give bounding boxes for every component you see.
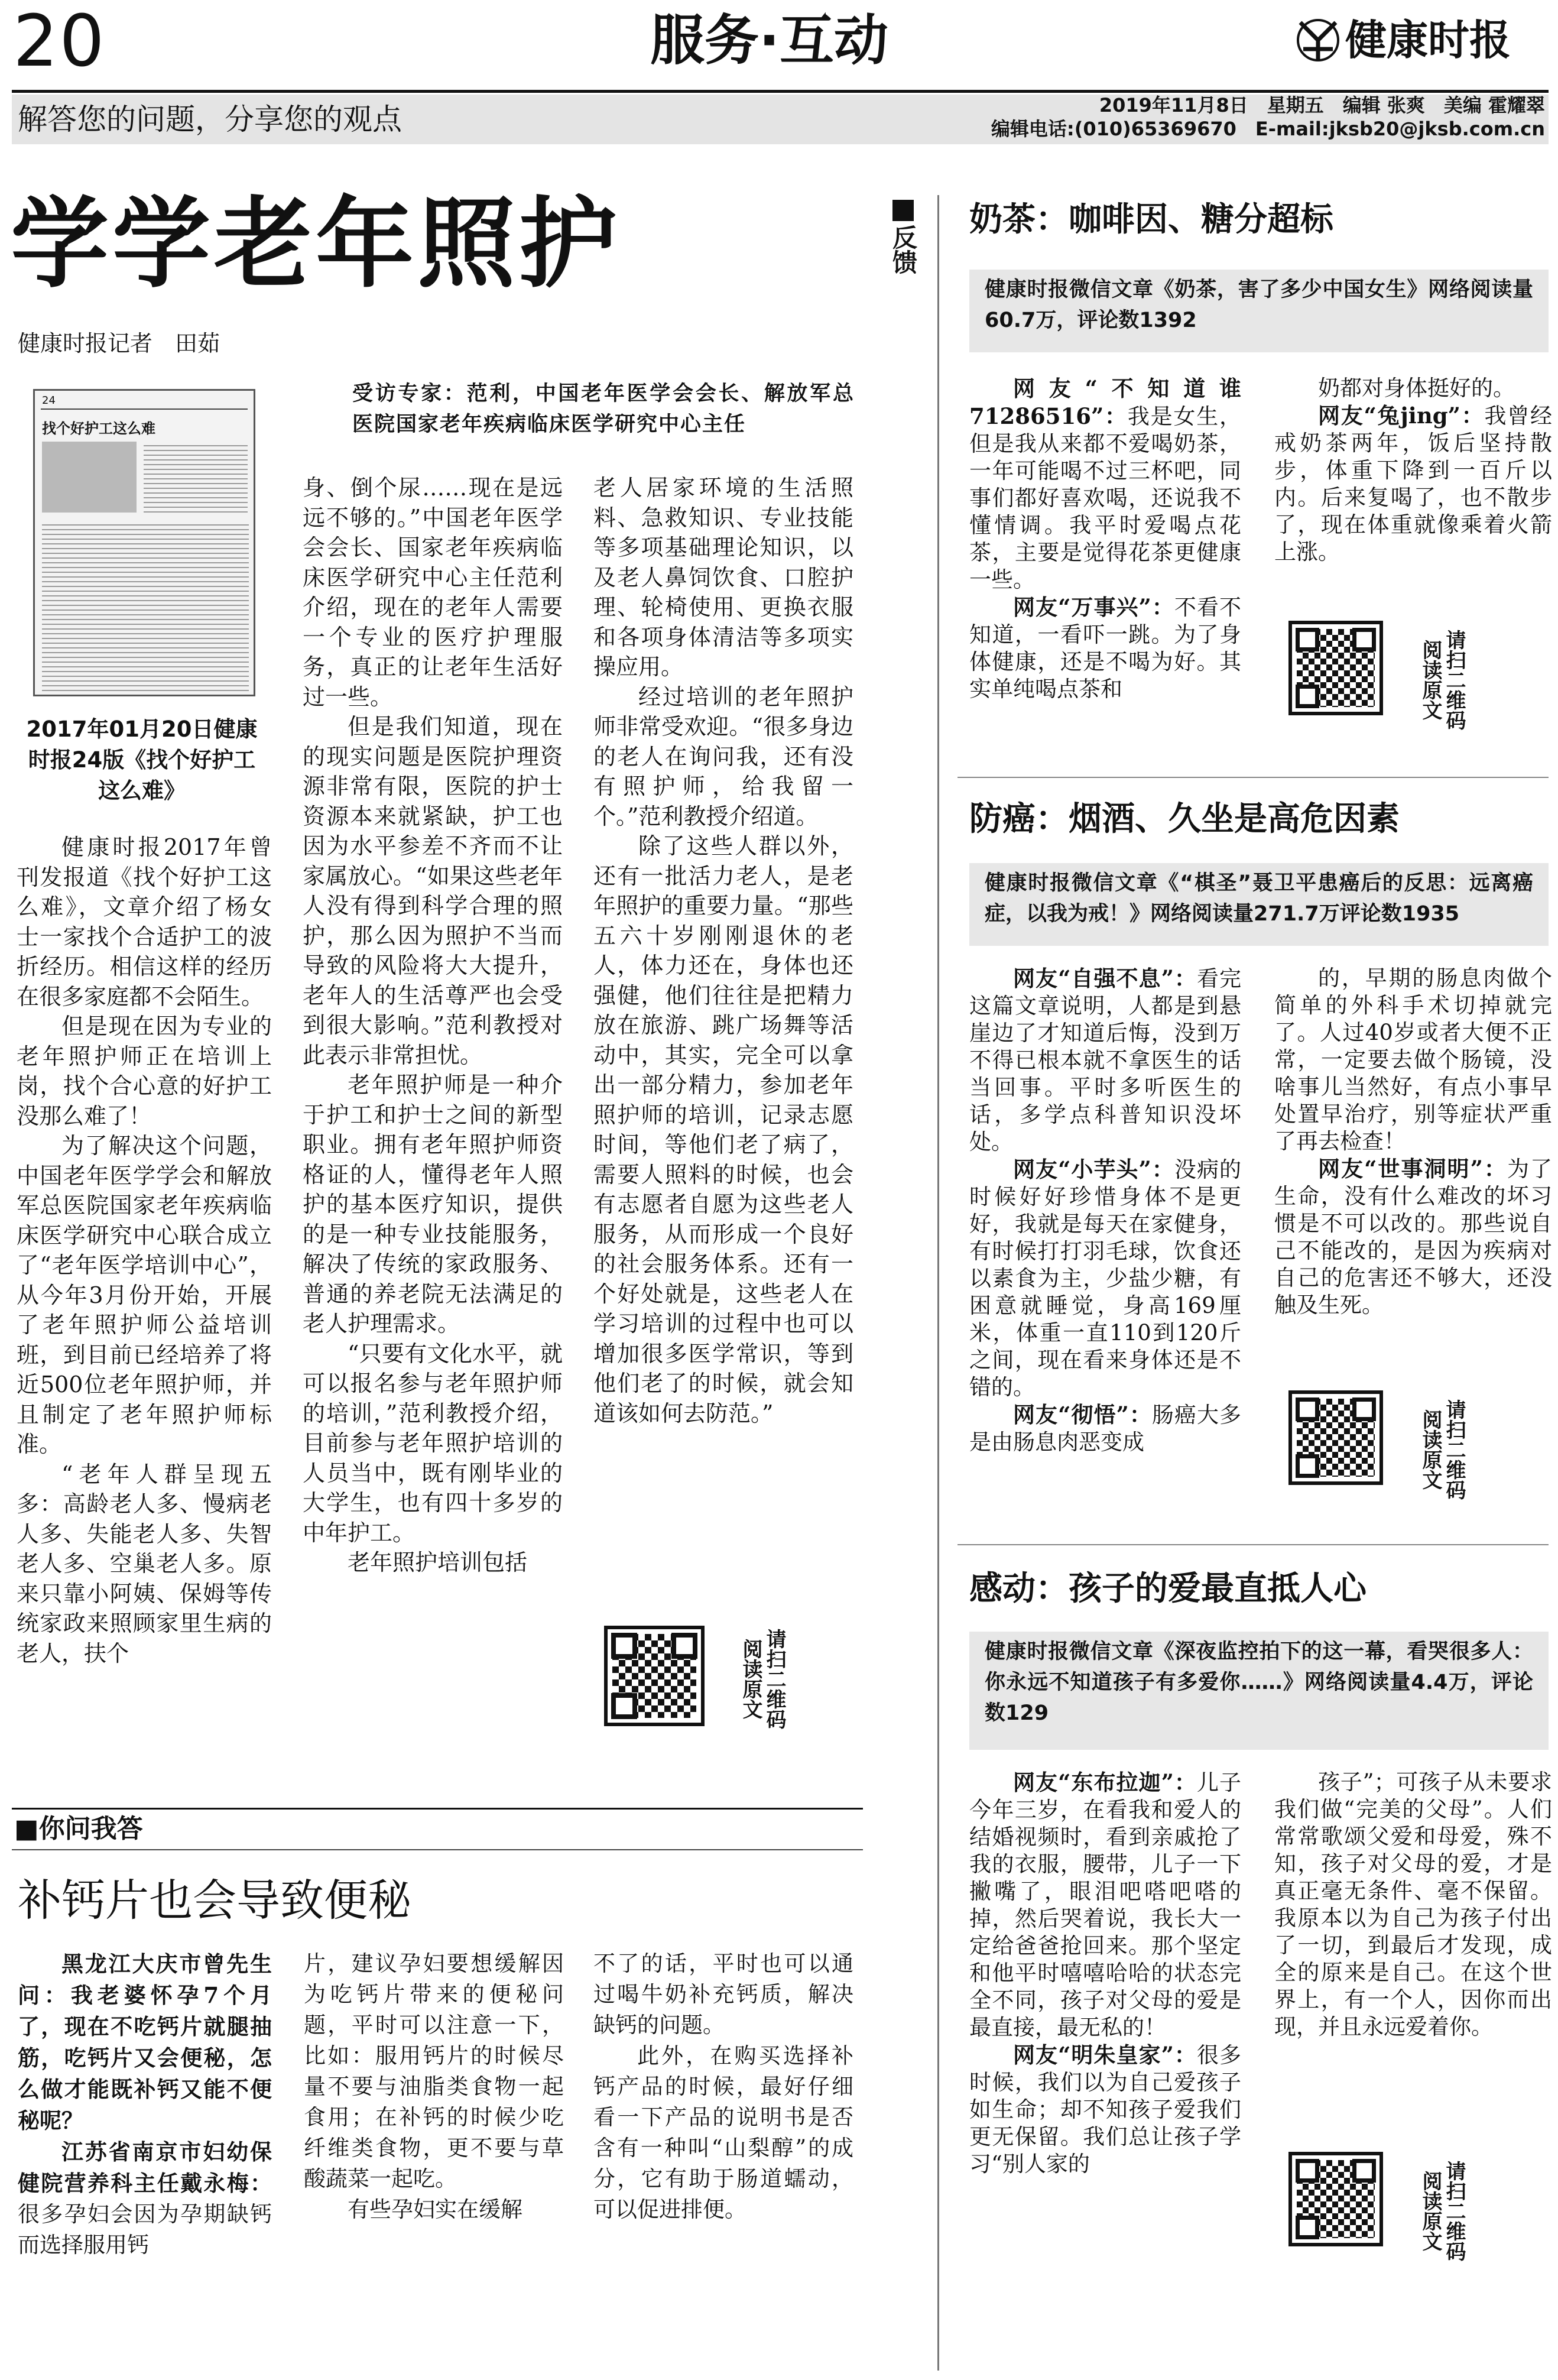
feedback-3-title: 感动：孩子的爱最直抵人心	[969, 1570, 1367, 1608]
qa-section-tag: ■你问我答	[14, 1814, 143, 1844]
comment-text: 为了生命，没有什么难改的坏习惯是不可以改的。那些说自己不能改的，是因为疾病对自己的危害还不够大，还没触及生死。	[1274, 1156, 1552, 1318]
article-col-3	[593, 473, 853, 1584]
feedback-2-source: 健康时报微信文章《“棋圣”聂卫平患癌后的反思：远离癌症，以我为戒！》网络阅读量271.7万评论数1935	[969, 863, 1549, 946]
qr-code-feedback-2[interactable]	[1288, 1390, 1383, 1485]
qr-code-main[interactable]	[604, 1626, 705, 1726]
feedback-divider	[937, 195, 939, 2371]
qr-code-feedback-3[interactable]	[1288, 2152, 1383, 2246]
feedback-3-source: 健康时报微信文章《深夜监控拍下的这一幕，看哭很多人：你永远不知道孩子有多爱你……》网络阅读量4.4万，评论数129	[969, 1632, 1549, 1750]
commenter: 网友“万事兴”：	[1013, 594, 1174, 620]
qr-label-main: 请扫二维码阅读原文	[739, 1629, 786, 1729]
comment-text: 儿子今年三岁，在看我和爱人的结婚视频时，看到亲戚抢了我的衣服，腰带，儿子一下撇嘴了，眼泪吧嗒吧嗒的掉，然后哭着说，我长大一定给爸爸抢回来。那个坚定和他平时嘻嘻哈哈的状态完全不同，孩子对父母的爱是最直接，最无私的！	[969, 1770, 1241, 2040]
comment-text: 孩子”；可孩子从未要求我们做“完美的父母”。人们常常歌颂父爱和母爱，殊不知，孩子对父母的爱，才是真正毫无条件、毫不保留。我原本以为自己为孩子付出了一切，到最后才发现，成全的原来是自己。在这个世界上，有一个人，因你而出现，并且永远爱着你。	[1274, 1769, 1552, 2039]
issue-meta: 2019年11月8日 星期五 编辑 张爽 美编 霍耀翠	[1099, 94, 1545, 116]
comment	[969, 1156, 1241, 1401]
paragraph: 不了的话，平时也可以通过喝牛奶补充钙质，解决缺钙的问题。	[593, 1951, 853, 2038]
section-title: 服务·互动	[650, 9, 888, 72]
commenter: 网友“东布拉迦”：	[1013, 1769, 1197, 1795]
page-number: 20	[13, 1, 106, 83]
comment-text: 我是女生，但是我从来都不爱喝奶茶，一年可能喝不过三杯吧，同事们都好喜欢喝，还说我不懂情调。我平时爱喝点花茶，主要是觉得花茶更健康一些。	[969, 404, 1241, 592]
feedback-2-title: 防癌：烟酒、久坐是高危因素	[969, 800, 1400, 838]
qa-top-rule	[12, 1808, 863, 1810]
comment-text: 肠癌大多是由肠息肉恶变成	[969, 1402, 1241, 1455]
feedback-tag-square	[892, 200, 914, 221]
logo-emblem-icon	[1294, 17, 1342, 64]
feedback-1-right	[1274, 375, 1552, 611]
paragraph: 健康时报2017年曾刊发报道《找个好护工这么难》，文章介绍了杨女士一家找个合适护工的波折经历。相信这样的经历在很多家庭都不会陌生。	[17, 834, 272, 1010]
qr-finder	[1352, 2159, 1376, 2183]
qr-finder	[1296, 1454, 1319, 1478]
comment	[969, 1769, 1241, 2041]
commenter: 网友“不知道谁71286516”：	[969, 375, 1241, 429]
qa-col-1	[18, 1948, 272, 2362]
paragraph: 老年照护师是一种介于护工和护士之间的新型职业。拥有老年照护师资格证的人，懂得老年人照护的基本医疗知识，提供的是一种专业技能服务，解决了传统的家政服务、普通的养老院无法满足的老人护理需求。	[303, 1072, 563, 1337]
comment-text: 不看不知道，一看吓一跳。为了身体健康，还是不喝为好。其实单纯喝点茶和	[969, 595, 1241, 702]
commenter: 网友“小芋头”：	[1013, 1156, 1174, 1182]
qr-finder	[1296, 2216, 1319, 2239]
paragraph: 除了这些人群以外，还有一批活力老人，是老年照护的重要力量。“那些五六十岁刚刚退休的老人，体力还在，身体也还强健，他们往往是把精力放在旅游、跳广场舞等活动中，其实，完全可以拿出一部分精力，参加老年照护师的培训，记录志愿时间，等他们老了病了，需要人照料的时候，也会有志愿者自愿为这些老人服务，从而形成一个良好的社会服务体系。还有一个好处就是，这些老人在学习培训的过程中也可以增加很多医学常识，等到他们老了的时候，就会知道该如何去防范。”	[593, 833, 853, 1426]
paragraph: “只要有文化水平，就可以报名参与老年照护师的培训，”范利教授介绍，目前参与老年照护培训的人员当中，既有刚毕业的大学生，也有四十多岁的中年护工。	[303, 1340, 563, 1546]
thumb-text-lines-top	[144, 442, 248, 515]
qr-label-feedback-1: 请扫二维码阅读原文	[1419, 630, 1466, 730]
feedback-2-left	[969, 965, 1241, 1532]
commenter: 网友“自强不息”：	[1013, 965, 1197, 991]
feedback-2-bottom-rule	[957, 1544, 1549, 1545]
article-col-2	[303, 473, 563, 1773]
comment	[969, 965, 1241, 1156]
qa-expert: 江苏省南京市妇幼保健院营养科主任戴永梅：	[18, 2139, 272, 2196]
logo-text: 健康时报	[1345, 15, 1511, 64]
comment	[1274, 965, 1552, 1155]
feedback-1-title: 奶茶：咖啡因、糖分超标	[969, 200, 1333, 239]
paragraph: 有些孕妇实在缓解	[348, 2197, 522, 2222]
qr-finder	[611, 1633, 637, 1659]
qr-finder	[611, 1693, 637, 1719]
feedback-1-source: 健康时报微信文章《奶茶，害了多少中国女生》网络阅读量60.7万，评论数1392	[969, 270, 1549, 352]
thumb-headline: 找个好护工这么难	[42, 420, 155, 437]
archive-page-thumbnail	[33, 389, 255, 696]
thumb-page-label: 24	[42, 394, 56, 407]
feedback-1-bottom-rule	[957, 777, 1549, 778]
comment	[1274, 402, 1552, 566]
qr-finder	[1352, 1397, 1376, 1421]
comment	[969, 2041, 1241, 2178]
paragraph: 片，建议孕妇要想缓解因为吃钙片带来的便秘问题，平时可以注意一下，比如：服用钙片的时候尽量不要与油脂类食物一起食用；在补钙的时候少吃纤维类食物，更不要与草酸蔬菜一起吃。	[304, 1951, 564, 2191]
slogan: 解答您的问题，分享您的观点	[18, 102, 402, 137]
qr-finder	[1296, 2159, 1319, 2183]
comment-text: 很多时候，我们以为自己爱孩子如生命；却不知孩子爱我们更无保留。我们总让孩子学习“别人家的	[969, 2042, 1241, 2177]
comment	[969, 375, 1241, 594]
feedback-tag: 反馈	[889, 225, 918, 274]
qr-finder	[1296, 685, 1319, 708]
paragraph: 老人居家环境的生活照料、急救知识、专业技能等多项基础理论知识，以及老人鼻饲饮食、口腔护理、轮椅使用、更换衣服和各项身体清洁等多项实操应用。	[593, 475, 853, 680]
comment	[1274, 1769, 1552, 2041]
feedback-1-left	[969, 375, 1241, 753]
qa-question-text: 我老婆怀孕7个月了，现在不吃钙片就腿抽筋，吃钙片又会便秘，怎么做才能既补钙又能不便秘呢？	[18, 1982, 272, 2133]
paragraph: “老年人群呈现五多：高龄老人多、慢病老人多、失能老人多、失智老人多、空巢老人多。原来只靠小阿姨、保姆等传统家政来照顾家里生病的老人，扶个	[17, 1461, 272, 1666]
commenter: 网友“明朱皇家”：	[1013, 2042, 1197, 2068]
comment	[1274, 1155, 1552, 1319]
feedback-3-left	[969, 1769, 1241, 2354]
qa-answer	[18, 2136, 272, 2261]
paragraph: 老年照护培训包括	[348, 1549, 528, 1575]
qa-title: 补钙片也会导致便秘	[18, 1875, 411, 1926]
expert-intro: 受访专家：范利，中国老年医学会会长、解放军总医院国家老年疾病临床医学研究中心主任	[352, 381, 855, 436]
paragraph: 此外，在购买选择补钙产品的时候，最好仔细看一下产品的说明书是否含有一种叫“山梨醇”的成分，它有助于肠道蠕动，可以促进排便。	[593, 2043, 853, 2222]
comment-text: 我曾经戒奶茶两年，饭后坚持散步，体重下降到一百斤以内。后来复喝了，也不散步了，现在体重就像乘着火箭上涨。	[1274, 403, 1552, 565]
article-col-1	[17, 832, 272, 1772]
article-title: 学学老年照护	[11, 186, 621, 301]
qa-asker: 黑龙江大庆市曾先生问：	[18, 1951, 272, 2008]
comment	[969, 1401, 1241, 1456]
qr-code-feedback-1[interactable]	[1288, 621, 1383, 715]
qa-col-2	[304, 1948, 564, 2362]
thumb-rule	[41, 408, 248, 410]
qa-col-3	[593, 1948, 853, 2362]
comment-text: 看完这篇文章说明，人都是到悬崖边了才知道后悔，没到万不得已根本就不拿医生的话当回事。平时多听医生的话，多学点科普知识没坏处。	[969, 966, 1241, 1155]
qa-question	[18, 1948, 272, 2136]
comment	[1274, 375, 1552, 402]
editor-contact: 编辑电话:(010)65369670 E-mail:jksb20@jksb.com.cn	[991, 118, 1545, 140]
paragraph: 但是我们知道，现在的现实问题是医院护理资源非常有限，医院的护士资源本来就紧缺，护工也因为水平参差不齐而不让家属放心。“如果这些老年人没有得到科学合理的照护，那么因为照护不当而导致的风险将大大提升，老年人的生活尊严也会受到很大影响。”范利教授对此表示非常担忧。	[303, 714, 563, 1068]
qr-finder	[1296, 628, 1319, 651]
qr-finder	[1296, 1397, 1319, 1421]
qr-label-feedback-2: 请扫二维码阅读原文	[1419, 1399, 1466, 1500]
feedback-3-right	[1274, 1769, 1552, 2135]
commenter: 网友“兔jing”：	[1318, 403, 1485, 429]
commenter: 网友“世事洞明”：	[1318, 1156, 1507, 1182]
paper-logo	[1294, 17, 1511, 64]
thumb-text-lines	[42, 521, 249, 692]
article-byline: 健康时报记者 田茹	[18, 330, 220, 356]
thumb-photo	[42, 442, 137, 513]
paragraph: 为了解决这个问题，中国老年医学学会和解放军总医院国家老年疾病临床医学研究中心联合成立了“老年医学培训中心”，从今年3月份开始，开展了老年照护师公益培训班，到目前已经培养了将近500位老年照护师，并且制定了老年照护师标准。	[17, 1133, 272, 1457]
qr-finder	[671, 1633, 697, 1659]
comment	[969, 594, 1241, 703]
paragraph: 身、倒个尿……现在是远远不够的。”中国老年医学会会长、国家老年疾病临床医学研究中心主任范利介绍，现在的老年人需要一个专业的医疗护理服务，真正的让老年生活好过一些。	[303, 475, 563, 710]
comment-text: 的，早期的肠息肉做个简单的外科手术切掉就完了。人过40岁或者大便不正常，一定要去做个肠镜，没啥事儿当然好，有点小事早处置早治疗，别等症状严重了再去检查！	[1274, 965, 1552, 1154]
comment-text: 没病的时候好好珍惜身体不是更好，我就是每天在家健身，有时候打打羽毛球，饮食还以素食为主，少盐少糖，有困意就睡觉，身高169厘米，体重一直110到120斤之间，现在看来身体还是不错的。	[969, 1157, 1241, 1400]
comment-text: 奶都对身体挺好的。	[1318, 375, 1515, 401]
feedback-2-right	[1274, 965, 1552, 1379]
paragraph: 经过培训的老年照护师非常受欢迎。“很多身边的老人在询问我，还有没有照护师，给我留一个。”范利教授介绍道。	[593, 683, 853, 829]
masthead-rule	[12, 90, 1549, 93]
qa-tag-rule	[12, 1849, 863, 1850]
qr-finder	[1352, 628, 1376, 651]
commenter: 网友“彻悟”：	[1013, 1402, 1152, 1428]
thumbnail-caption: 2017年01月20日健康时报24版《找个好护工这么难》	[26, 716, 258, 803]
qr-label-feedback-3: 请扫二维码阅读原文	[1419, 2161, 1466, 2261]
paragraph: 但是现在因为专业的老年照护师正在培训上岗，找个合心意的好护工没那么难了！	[17, 1013, 272, 1129]
qa-answer-text: 很多孕妇会因为孕期缺钙而选择服用钙	[18, 2201, 272, 2258]
